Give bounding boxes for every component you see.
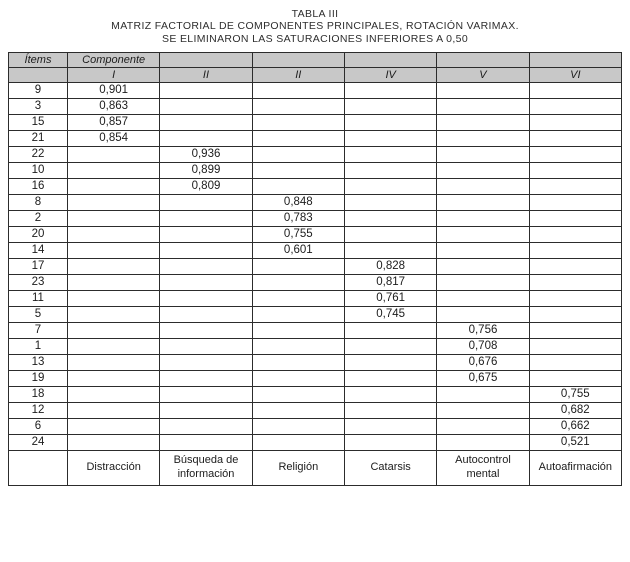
loading-value-cell bbox=[437, 307, 529, 323]
factor-label-cell: Catarsis bbox=[344, 451, 436, 486]
item-number-cell: 1 bbox=[9, 339, 68, 355]
loading-value-cell bbox=[68, 323, 160, 339]
item-number-cell: 12 bbox=[9, 403, 68, 419]
loading-value-cell bbox=[437, 195, 529, 211]
table-row bbox=[9, 243, 622, 259]
loading-value-cell bbox=[529, 371, 621, 387]
loading-value-cell bbox=[344, 419, 436, 435]
loading-value-cell bbox=[68, 435, 160, 451]
loading-value-cell bbox=[252, 147, 344, 163]
component-column-header: II bbox=[252, 68, 344, 83]
item-number-cell: 9 bbox=[9, 83, 68, 99]
component-column-header: I bbox=[68, 68, 160, 83]
loading-value-cell bbox=[68, 387, 160, 403]
table-row bbox=[9, 259, 622, 275]
loading-value-cell bbox=[68, 371, 160, 387]
loading-value-cell bbox=[252, 163, 344, 179]
loading-value-cell bbox=[68, 419, 160, 435]
loading-value-cell bbox=[160, 83, 252, 99]
header-spacer-cell bbox=[160, 53, 252, 68]
table-title-line-2: MATRIZ FACTORIAL DE COMPONENTES PRINCIPALES, ROTACIÓN VARIMAX. bbox=[111, 20, 519, 33]
loading-value-cell bbox=[437, 419, 529, 435]
table-row bbox=[9, 163, 622, 179]
loading-value-cell bbox=[252, 115, 344, 131]
loading-value-cell: 0,854 bbox=[68, 131, 160, 147]
loading-value-cell bbox=[160, 211, 252, 227]
loading-value-cell bbox=[160, 259, 252, 275]
loading-value-cell bbox=[68, 291, 160, 307]
loading-value-cell bbox=[344, 323, 436, 339]
loading-value-cell bbox=[437, 99, 529, 115]
loading-value-cell bbox=[344, 355, 436, 371]
loading-value-cell bbox=[437, 259, 529, 275]
loading-value-cell bbox=[68, 179, 160, 195]
table-title-block bbox=[8, 8, 622, 45]
item-number-cell: 11 bbox=[9, 291, 68, 307]
loading-value-cell bbox=[529, 163, 621, 179]
loading-value-cell: 0,676 bbox=[437, 355, 529, 371]
item-number-cell: 10 bbox=[9, 163, 68, 179]
loading-value-cell bbox=[68, 243, 160, 259]
factor-matrix-table bbox=[8, 52, 622, 486]
table-title-line-3: SE ELIMINARON LAS SATURACIONES INFERIORES A 0,50 bbox=[161, 32, 469, 45]
loading-value-cell: 0,809 bbox=[160, 179, 252, 195]
loading-value-cell bbox=[160, 323, 252, 339]
table-row bbox=[9, 435, 622, 451]
loading-value-cell bbox=[160, 307, 252, 323]
table-row bbox=[9, 275, 622, 291]
loading-value-cell bbox=[529, 259, 621, 275]
table-row bbox=[9, 419, 622, 435]
loading-value-cell bbox=[344, 131, 436, 147]
loading-value-cell bbox=[437, 115, 529, 131]
loading-value-cell bbox=[252, 403, 344, 419]
loading-value-cell bbox=[160, 339, 252, 355]
table-row bbox=[9, 115, 622, 131]
table-row bbox=[9, 371, 622, 387]
table-row bbox=[9, 291, 622, 307]
loading-value-cell bbox=[529, 195, 621, 211]
table-row bbox=[9, 83, 622, 99]
loading-value-cell bbox=[344, 403, 436, 419]
loading-value-cell: 0,863 bbox=[68, 99, 160, 115]
component-column-header: II bbox=[160, 68, 252, 83]
loading-value-cell bbox=[529, 211, 621, 227]
item-number-cell: 22 bbox=[9, 147, 68, 163]
loading-value-cell bbox=[160, 227, 252, 243]
loading-value-cell: 0,708 bbox=[437, 339, 529, 355]
loading-value-cell bbox=[437, 179, 529, 195]
loading-value-cell bbox=[160, 371, 252, 387]
loading-value-cell bbox=[529, 131, 621, 147]
loading-value-cell bbox=[344, 147, 436, 163]
loading-value-cell bbox=[344, 371, 436, 387]
loading-value-cell bbox=[437, 243, 529, 259]
component-column-header: IV bbox=[344, 68, 436, 83]
loading-value-cell: 0,761 bbox=[344, 291, 436, 307]
loading-value-cell: 0,783 bbox=[252, 211, 344, 227]
loading-value-cell bbox=[160, 435, 252, 451]
header-spacer-cell bbox=[344, 53, 436, 68]
loading-value-cell bbox=[68, 163, 160, 179]
loading-value-cell bbox=[437, 163, 529, 179]
item-number-cell: 2 bbox=[9, 211, 68, 227]
loading-value-cell: 0,936 bbox=[160, 147, 252, 163]
loading-value-cell bbox=[68, 227, 160, 243]
loading-value-cell bbox=[344, 115, 436, 131]
table-row bbox=[9, 403, 622, 419]
loading-value-cell: 0,662 bbox=[529, 419, 621, 435]
loading-value-cell bbox=[252, 419, 344, 435]
loading-value-cell bbox=[529, 323, 621, 339]
table-row bbox=[9, 307, 622, 323]
loading-value-cell bbox=[344, 163, 436, 179]
loading-value-cell bbox=[68, 403, 160, 419]
loading-value-cell: 0,817 bbox=[344, 275, 436, 291]
loading-value-cell bbox=[529, 147, 621, 163]
loading-value-cell bbox=[252, 291, 344, 307]
table-row bbox=[9, 99, 622, 115]
table-row bbox=[9, 355, 622, 371]
loading-value-cell bbox=[437, 211, 529, 227]
item-number-cell: 6 bbox=[9, 419, 68, 435]
loading-value-cell bbox=[529, 83, 621, 99]
loading-value-cell bbox=[344, 339, 436, 355]
loading-value-cell bbox=[437, 291, 529, 307]
loading-value-cell: 0,521 bbox=[529, 435, 621, 451]
item-number-cell: 5 bbox=[9, 307, 68, 323]
loading-value-cell bbox=[529, 115, 621, 131]
loading-value-cell: 0,745 bbox=[344, 307, 436, 323]
loading-value-cell bbox=[344, 435, 436, 451]
loading-value-cell bbox=[160, 243, 252, 259]
table-row bbox=[9, 227, 622, 243]
loading-value-cell: 0,828 bbox=[344, 259, 436, 275]
componente-header-cell: Componente bbox=[68, 53, 160, 68]
item-number-cell: 23 bbox=[9, 275, 68, 291]
item-number-cell: 24 bbox=[9, 435, 68, 451]
loading-value-cell bbox=[68, 147, 160, 163]
loading-value-cell bbox=[344, 211, 436, 227]
loading-value-cell: 0,675 bbox=[437, 371, 529, 387]
loading-value-cell bbox=[529, 307, 621, 323]
item-number-cell: 7 bbox=[9, 323, 68, 339]
loading-value-cell bbox=[529, 179, 621, 195]
item-number-cell: 20 bbox=[9, 227, 68, 243]
factor-label-cell: Búsqueda de información bbox=[160, 451, 252, 486]
footer-spacer-cell bbox=[9, 451, 68, 486]
table-row bbox=[9, 195, 622, 211]
loading-value-cell bbox=[529, 339, 621, 355]
loading-value-cell bbox=[252, 323, 344, 339]
loading-value-cell bbox=[252, 259, 344, 275]
loading-value-cell bbox=[252, 435, 344, 451]
loading-value-cell bbox=[252, 179, 344, 195]
loading-value-cell bbox=[437, 147, 529, 163]
loading-value-cell: 0,848 bbox=[252, 195, 344, 211]
header-row-1 bbox=[9, 53, 622, 68]
loading-value-cell bbox=[529, 275, 621, 291]
loading-value-cell bbox=[344, 83, 436, 99]
loading-value-cell bbox=[344, 387, 436, 403]
item-number-cell: 21 bbox=[9, 131, 68, 147]
table-row bbox=[9, 131, 622, 147]
loading-value-cell bbox=[344, 99, 436, 115]
loading-value-cell bbox=[68, 339, 160, 355]
table-row bbox=[9, 211, 622, 227]
items-header-cell: Ítems bbox=[9, 53, 68, 68]
table-row bbox=[9, 387, 622, 403]
loading-value-cell bbox=[160, 419, 252, 435]
loading-value-cell bbox=[529, 355, 621, 371]
loading-value-cell: 0,601 bbox=[252, 243, 344, 259]
loading-value-cell: 0,901 bbox=[68, 83, 160, 99]
table-body bbox=[9, 83, 622, 451]
header-spacer-cell bbox=[252, 53, 344, 68]
loading-value-cell bbox=[160, 131, 252, 147]
factor-label-cell: Distracción bbox=[68, 451, 160, 486]
factor-label-cell: Autoafirmación bbox=[529, 451, 621, 486]
loading-value-cell bbox=[68, 355, 160, 371]
table-header bbox=[9, 53, 622, 83]
item-number-cell: 8 bbox=[9, 195, 68, 211]
header-spacer-cell bbox=[437, 53, 529, 68]
loading-value-cell bbox=[68, 307, 160, 323]
loading-value-cell bbox=[160, 403, 252, 419]
loading-value-cell bbox=[529, 243, 621, 259]
loading-value-cell: 0,755 bbox=[529, 387, 621, 403]
loading-value-cell bbox=[529, 99, 621, 115]
loading-value-cell bbox=[68, 259, 160, 275]
table-row bbox=[9, 179, 622, 195]
loading-value-cell bbox=[437, 403, 529, 419]
loading-value-cell bbox=[437, 227, 529, 243]
component-column-header: V bbox=[437, 68, 529, 83]
loading-value-cell bbox=[68, 195, 160, 211]
table-row bbox=[9, 147, 622, 163]
table-row bbox=[9, 323, 622, 339]
loading-value-cell bbox=[160, 195, 252, 211]
item-number-cell: 16 bbox=[9, 179, 68, 195]
loading-value-cell bbox=[437, 275, 529, 291]
loading-value-cell bbox=[160, 275, 252, 291]
item-number-cell: 18 bbox=[9, 387, 68, 403]
loading-value-cell: 0,899 bbox=[160, 163, 252, 179]
table-caption: TABLA III bbox=[291, 8, 339, 20]
loading-value-cell bbox=[529, 291, 621, 307]
header-spacer-cell bbox=[529, 53, 621, 68]
item-number-cell: 15 bbox=[9, 115, 68, 131]
item-number-cell: 3 bbox=[9, 99, 68, 115]
table-footer bbox=[9, 451, 622, 486]
loading-value-cell bbox=[437, 83, 529, 99]
factor-label-cell: Autocontrol mental bbox=[437, 451, 529, 486]
loading-value-cell bbox=[529, 227, 621, 243]
loading-value-cell: 0,857 bbox=[68, 115, 160, 131]
header-spacer-cell bbox=[9, 68, 68, 83]
loading-value-cell bbox=[68, 211, 160, 227]
table-row bbox=[9, 339, 622, 355]
loading-value-cell bbox=[160, 291, 252, 307]
loading-value-cell bbox=[344, 195, 436, 211]
loading-value-cell bbox=[344, 227, 436, 243]
factor-label-cell: Religión bbox=[252, 451, 344, 486]
loading-value-cell: 0,756 bbox=[437, 323, 529, 339]
loading-value-cell bbox=[160, 355, 252, 371]
item-number-cell: 19 bbox=[9, 371, 68, 387]
loading-value-cell bbox=[252, 275, 344, 291]
loading-value-cell: 0,682 bbox=[529, 403, 621, 419]
item-number-cell: 17 bbox=[9, 259, 68, 275]
loading-value-cell bbox=[252, 339, 344, 355]
loading-value-cell bbox=[160, 99, 252, 115]
loading-value-cell bbox=[252, 99, 344, 115]
item-number-cell: 14 bbox=[9, 243, 68, 259]
loading-value-cell bbox=[252, 355, 344, 371]
loading-value-cell bbox=[252, 307, 344, 323]
factor-labels-row bbox=[9, 451, 622, 486]
loading-value-cell bbox=[252, 387, 344, 403]
item-number-cell: 13 bbox=[9, 355, 68, 371]
loading-value-cell bbox=[344, 179, 436, 195]
loading-value-cell bbox=[437, 435, 529, 451]
header-row-2 bbox=[9, 68, 622, 83]
loading-value-cell bbox=[252, 131, 344, 147]
loading-value-cell bbox=[160, 387, 252, 403]
loading-value-cell bbox=[252, 83, 344, 99]
loading-value-cell bbox=[344, 243, 436, 259]
loading-value-cell bbox=[437, 131, 529, 147]
loading-value-cell bbox=[252, 371, 344, 387]
loading-value-cell bbox=[160, 115, 252, 131]
component-column-header: VI bbox=[529, 68, 621, 83]
loading-value-cell bbox=[437, 387, 529, 403]
loading-value-cell bbox=[68, 275, 160, 291]
loading-value-cell: 0,755 bbox=[252, 227, 344, 243]
